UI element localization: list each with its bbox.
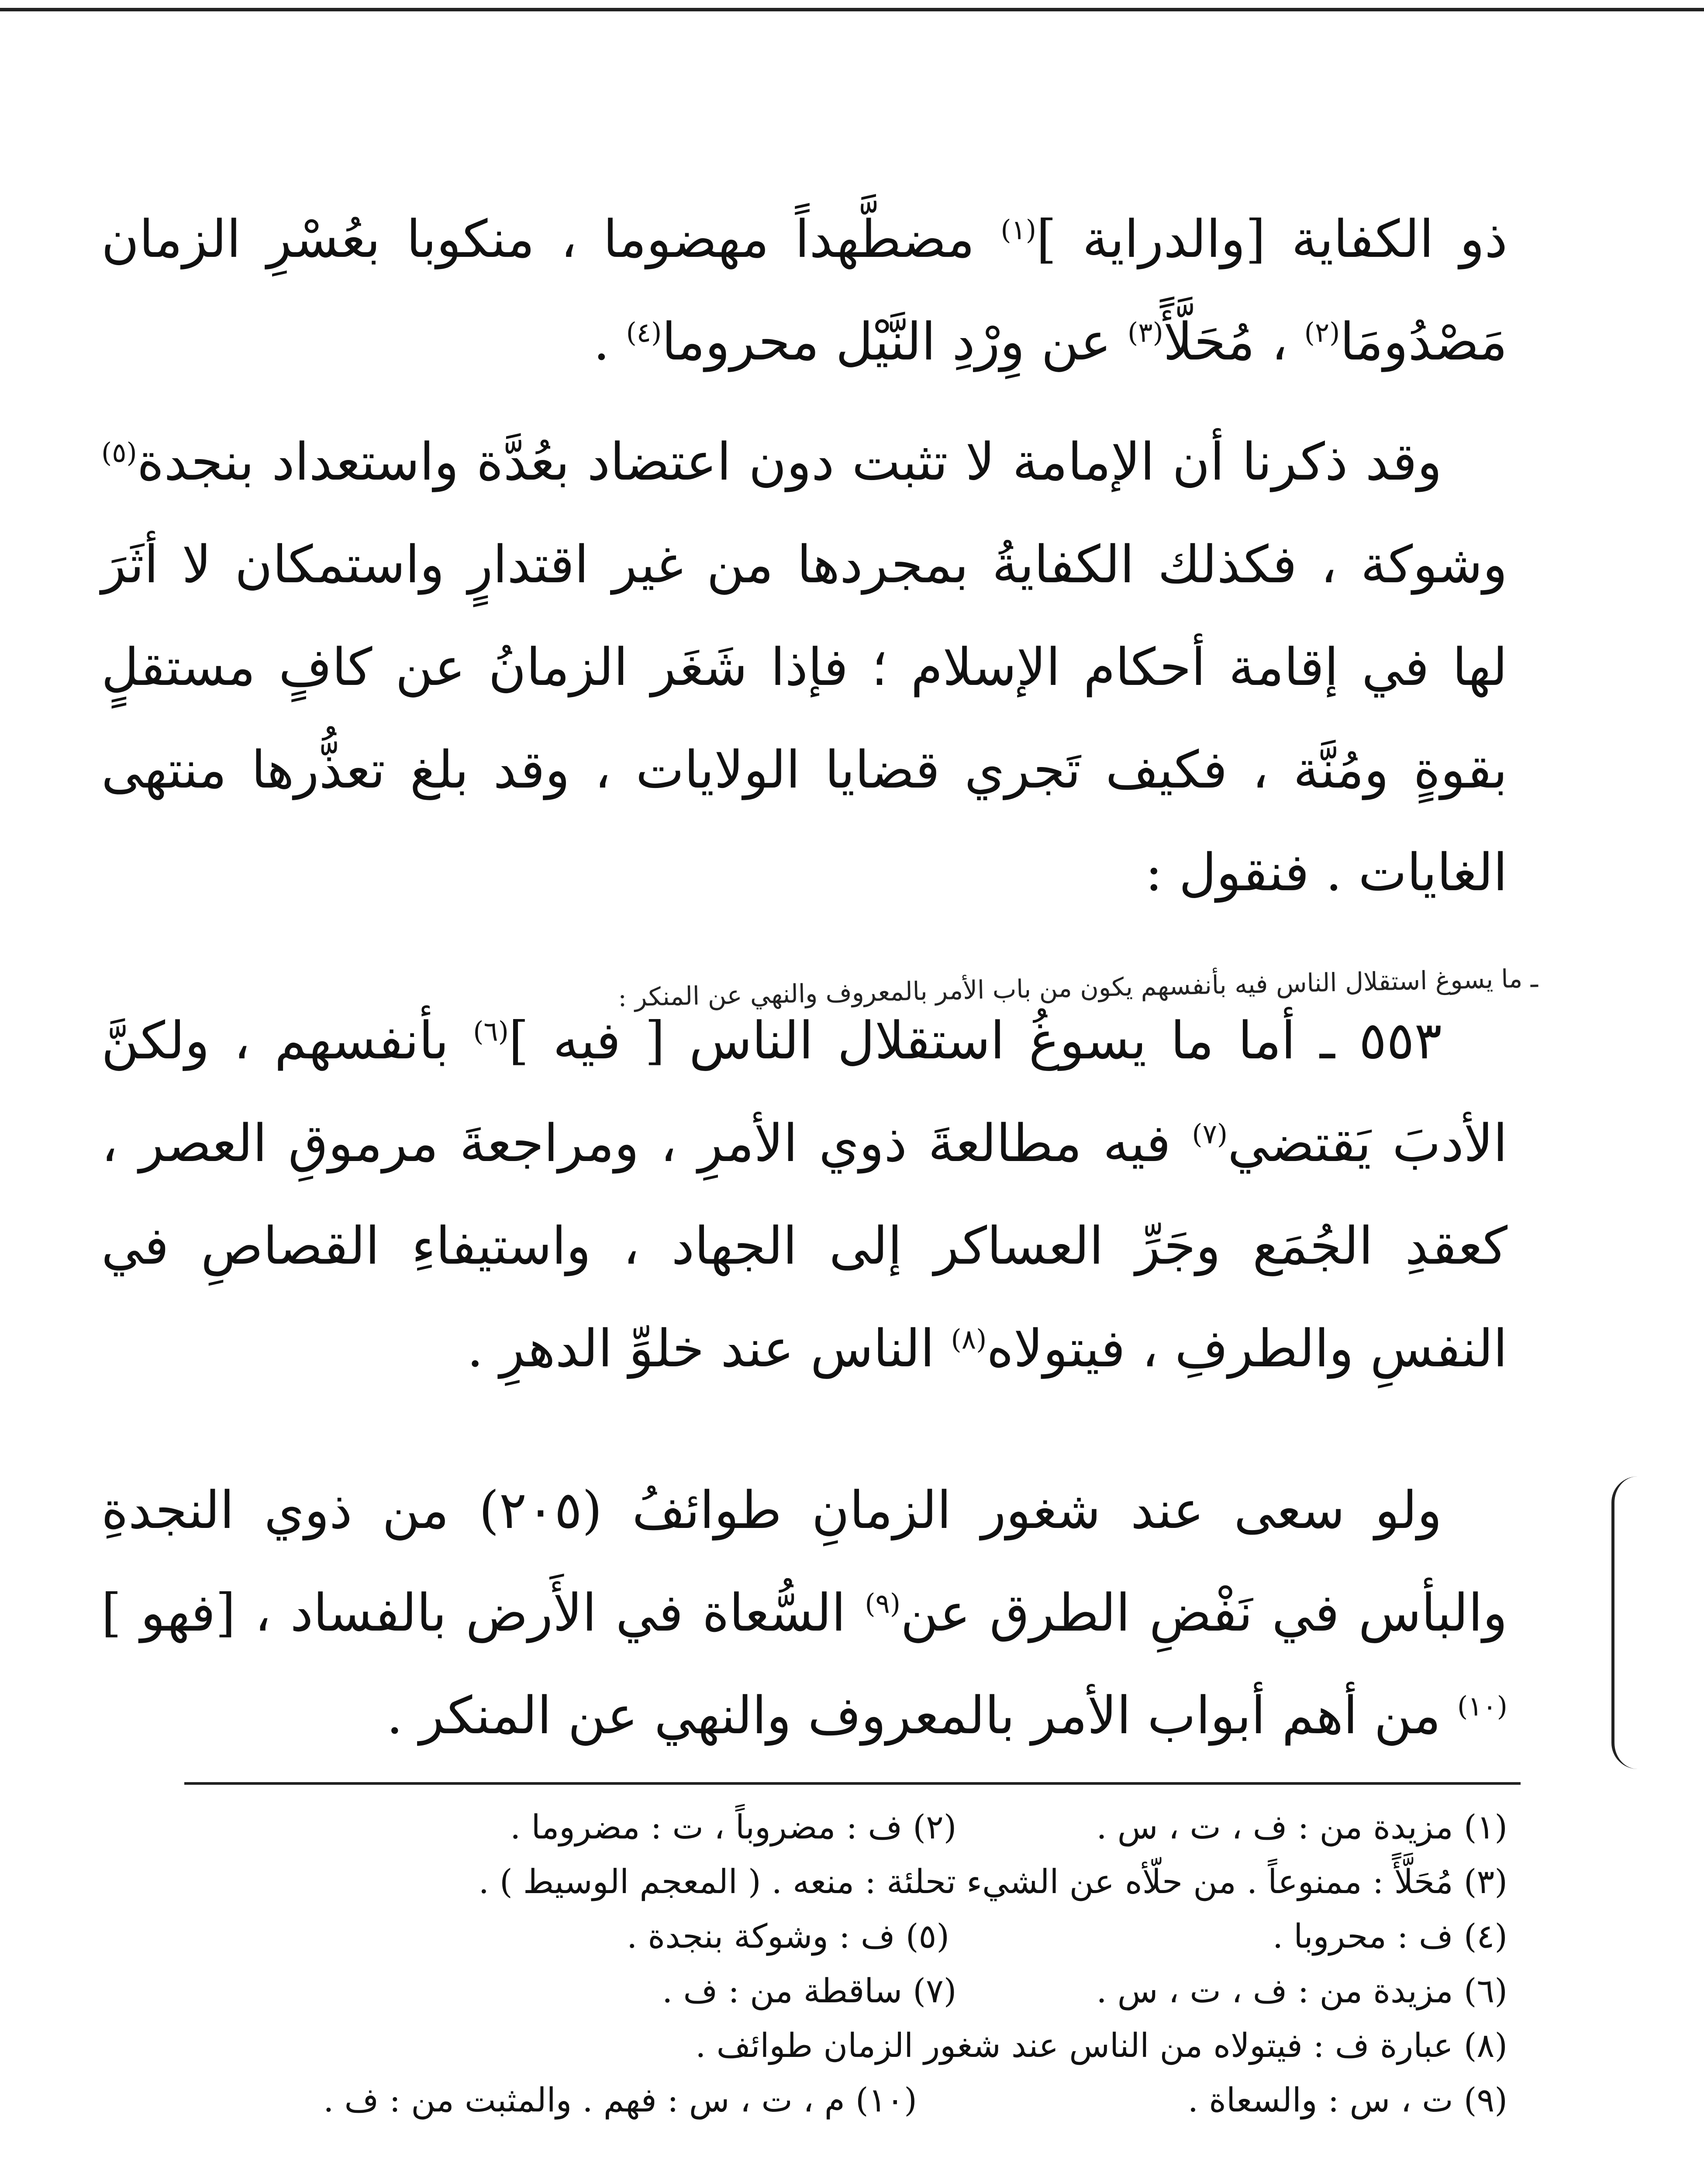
footnote-ref-3: (٣) <box>1128 316 1163 349</box>
footnote-ref-8: (٨) <box>951 1323 987 1355</box>
footnote-rule <box>184 1782 1521 1785</box>
bracketed-paragraph <box>101 1459 1507 1767</box>
main-text <box>101 188 1507 1400</box>
paragraph-4: ولو سعى عند شغور الزمانِ طوائفُ (٢٠٥) من ذوي النجدةِ والبأس في نَفْضِ الطرق عن$^{(٩)}$ السُّعاة في الأَرض بالفساد ، [فهو ]$^{(١٠)}$ من أهم أبواب الأمر بالمعروف والنهي عن المنكر . <box>101 1480 1507 1745</box>
top-rule <box>0 8 1704 11</box>
footnote-ref-6: (٦) <box>473 1015 509 1047</box>
footnote-9: (٩) ت ، س : والسعاة . <box>1187 2080 1507 2119</box>
footnote-2: (٢) ف : مضروباً ، ت : مضروما . <box>510 1807 957 1846</box>
footnote-ref-1: (١) <box>1000 214 1037 246</box>
footnote-row <box>66 1963 1507 2018</box>
footnote-ref-10: (١٠) <box>1457 1690 1507 1722</box>
footnote-ref-9: (٩) <box>865 1587 901 1620</box>
footnote-8: (٨) عبارة ف : فيتولاه من الناس عند شغور الزمان طوائف . <box>695 2026 1507 2065</box>
footnote-row <box>66 2073 1507 2127</box>
paragraph-1: ذو الكفاية [والدراية ]$^{(١)}$ مضطَّهداً مهضوما ، منكوبا بعُسْرِ الزمان مَصْدُومَا$^{(٢)}$ ، مُحَلَّأً$^{(٣)}$ عن وِرْدِ النَّيْل محروما$^{(٤)}$ . <box>101 209 1507 372</box>
footnote-5: (٥) ف : وشوكة بنجدة . <box>627 1917 949 1956</box>
footnote-10: (١٠) م ، ت ، س : فهم . والمثبت من : ف . <box>323 2080 917 2119</box>
footnote-ref-7: (٧) <box>1192 1118 1228 1150</box>
footnote-ref-4: (٤) <box>626 316 662 349</box>
footnote-ref-5: (٥) <box>101 436 137 469</box>
paragraph-2: وقد ذكرنا أن الإمامة لا تثبت دون اعتضاد بعُدَّة واستعداد بنجدة$^{(٥)}$ وشوكة ، فكذلك الكفايةُ بمجردها من غير اقتدارٍ واستمكان لا أثَرَ لها في إقامة أحكام الإسلام ؛ فإذا شَغَر الزمانُ عن كافٍ مستقلٍ بقوةٍ ومُنَّة ، فكيف تَجري قضايا الولايات ، وقد بلغ تعذُّرها منتهى الغايات . فنقول : <box>101 432 1507 902</box>
paragraph-553: ٥٥٣ ـ أما ما يسوغُ استقلال الناس [ فيه ]$^{(٦)}$ بأنفسهم ، ولكنَّ الأدبَ يَقتضي$^{(٧)}$ فيه مطالعةَ ذوي الأمرِ ، ومراجعةَ مرموقِ العصر ، كعقدِ الجُمَع وجَرِّ العساكر إلى الجهاد ، واستيفاءِ القصاصِ في النفسِ والطرفِ ، فيتولاه$^{(٨)}$ الناس عند خلوِّ الدهرِ . <box>101 1010 1508 1379</box>
footnote-row <box>66 1909 1507 1963</box>
footnote-3: (٣) مُحَلَّأً : ممنوعاً . من حلّأه عن الشيء تحلئة : منعه . ( المعجم الوسيط ) . <box>478 1862 1507 1901</box>
footnote-1: (١) مزيدة من : ف ، ت ، س . <box>1096 1807 1507 1846</box>
handwritten-marginal-note: ـ ما يسوغ استقلال الناس فيه بأنفسهم يكون من باب الأمر بالمعروف والنهي عن المنكر : <box>617 963 1538 1013</box>
footnote-ref-2: (٢) <box>1304 316 1340 349</box>
footnote-4: (٤) ف : محروبا . <box>1272 1917 1507 1956</box>
footnote-row <box>66 1800 1507 1854</box>
footnote-row <box>66 1854 1507 1909</box>
footnote-6: (٦) مزيدة من : ف ، ت ، س . <box>1096 1971 1507 2010</box>
footnote-row <box>66 2018 1507 2073</box>
footnotes <box>66 1800 1507 2127</box>
footnote-7: (٧) ساقطة من : ف . <box>662 1971 957 2010</box>
brace-mark <box>1611 1476 1645 1769</box>
